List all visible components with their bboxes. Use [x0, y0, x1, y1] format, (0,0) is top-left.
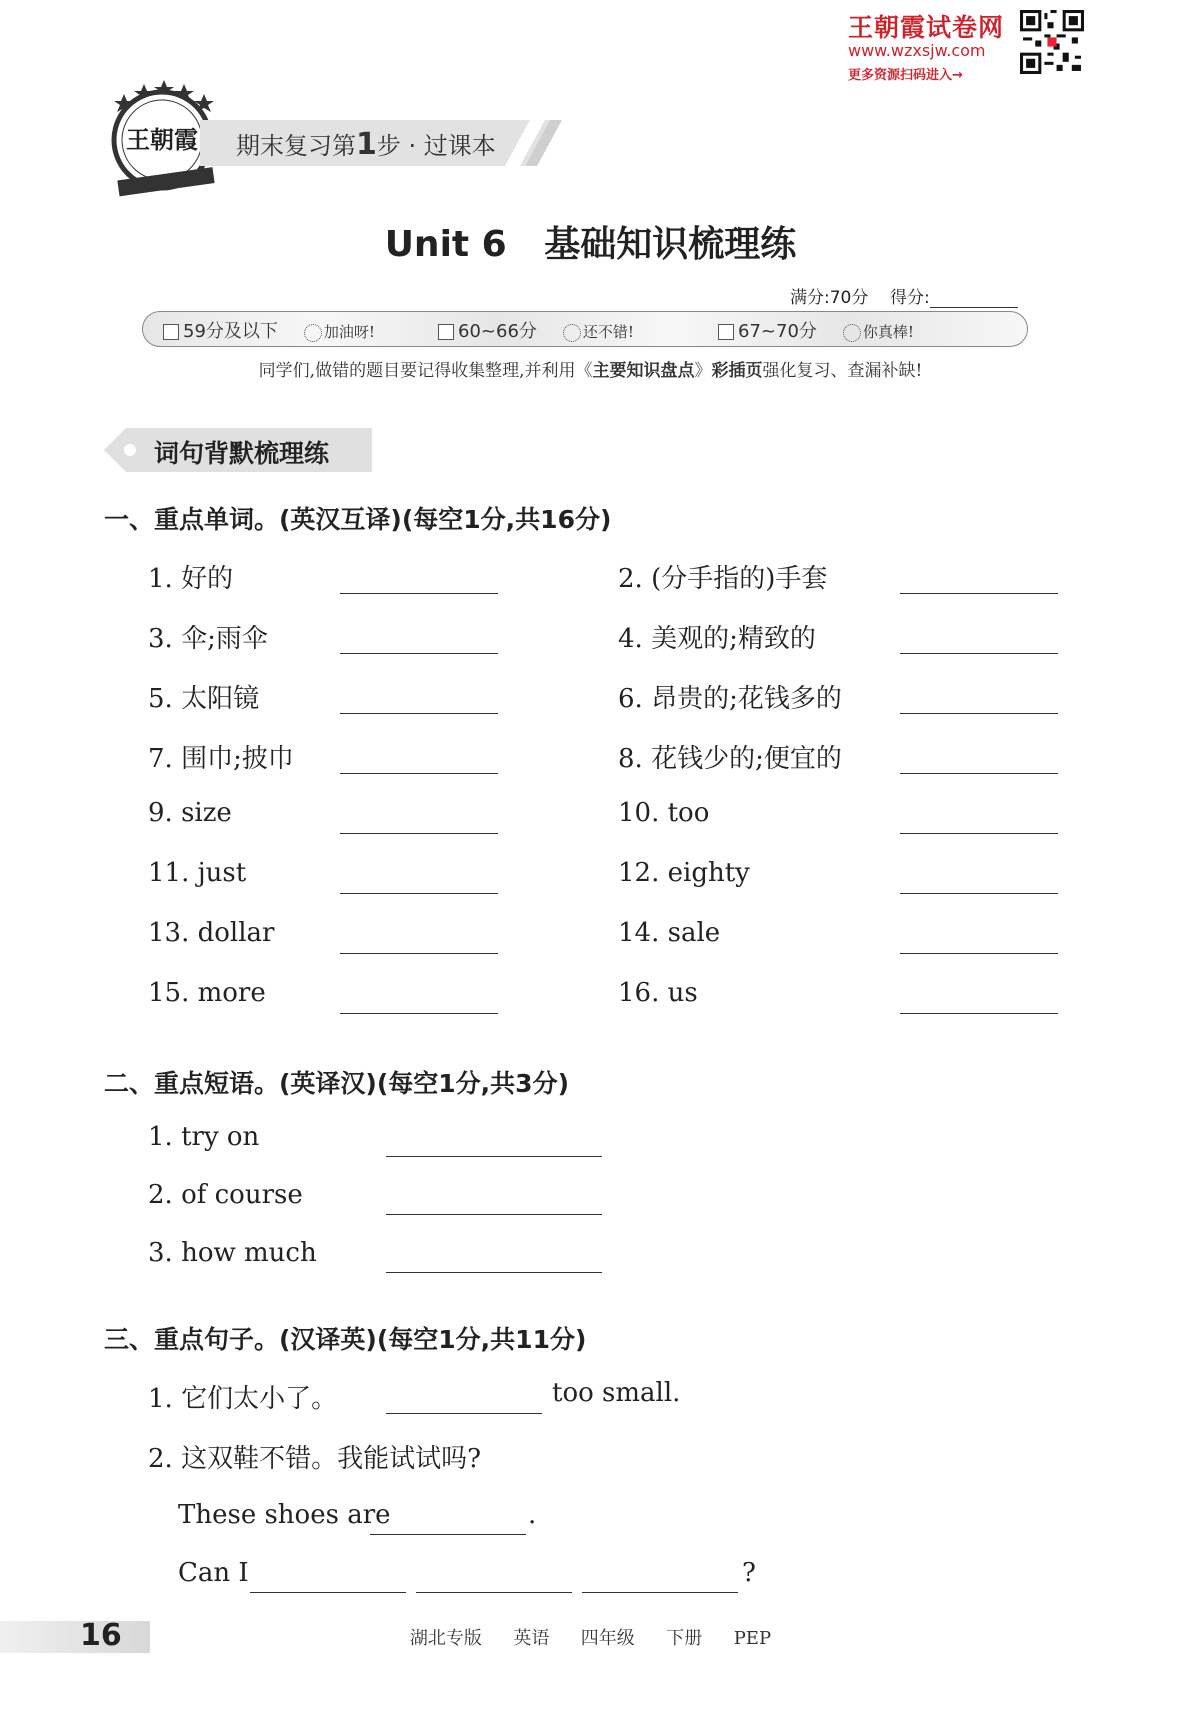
- checkbox-icon[interactable]: [438, 324, 454, 340]
- answer-blank[interactable]: [416, 1591, 572, 1593]
- rating-option[interactable]: [163, 317, 375, 343]
- answer-blank[interactable]: [386, 1271, 602, 1273]
- smiley-icon: [843, 324, 861, 342]
- answer-blank[interactable]: [340, 1012, 498, 1014]
- answer-blank[interactable]: [900, 952, 1058, 954]
- phrase-item: 3. how much: [148, 1238, 317, 1268]
- brand-scan-text: 更多资源扫码进入→: [848, 68, 963, 83]
- answer-blank[interactable]: [340, 952, 498, 954]
- answer-blank[interactable]: [900, 772, 1058, 774]
- answer-blank[interactable]: [900, 1012, 1058, 1014]
- score-blank[interactable]: [930, 293, 1018, 308]
- word-item: 6. 昂贵的;花钱多的: [618, 684, 842, 714]
- footer-text: 湖北专版 英语 四年级 下册 PEP: [409, 1628, 772, 1649]
- rating-option[interactable]: [718, 317, 914, 343]
- word-item: 9. size: [148, 798, 232, 828]
- step-banner: [200, 120, 570, 166]
- rating-range: 67~70分: [738, 321, 817, 342]
- answer-blank[interactable]: [900, 712, 1058, 714]
- rating-message: 加油呀!: [323, 323, 375, 341]
- answer-blank[interactable]: [340, 772, 498, 774]
- tip-post: 强化复习、查漏补缺!: [762, 361, 923, 381]
- word-item: 15. more: [148, 978, 266, 1008]
- phrase-item: 2. of course: [148, 1180, 303, 1210]
- answer-blank[interactable]: [900, 592, 1058, 594]
- phrase-item: 1. try on: [148, 1122, 260, 1152]
- page-number: 16: [80, 1618, 122, 1653]
- answer-blank[interactable]: [582, 1591, 738, 1593]
- tip-mid: 》: [694, 361, 712, 381]
- brand-name: 王朝霞试卷网: [848, 13, 1005, 42]
- score-label: 得分:: [889, 288, 930, 308]
- word-item: 10. too: [618, 798, 710, 828]
- sentence-tail: too small.: [552, 1378, 681, 1408]
- rating-range: 60~66分: [458, 321, 537, 342]
- smiley-icon: [563, 324, 581, 342]
- word-item: 16. us: [618, 978, 698, 1008]
- rating-bar: [142, 311, 1028, 347]
- smiley-icon: [304, 324, 322, 342]
- answer-blank[interactable]: [900, 832, 1058, 834]
- section-tag-label: 词句背默梳理练: [154, 439, 330, 468]
- word-item: 1. 好的: [148, 564, 234, 594]
- section-tag: [104, 428, 372, 472]
- sentence-en: Can I: [178, 1558, 249, 1588]
- word-item: 13. dollar: [148, 918, 275, 948]
- answer-blank[interactable]: [370, 1533, 526, 1535]
- word-item: 3. 伞;雨伞: [148, 624, 268, 654]
- word-item: 12. eighty: [618, 858, 750, 888]
- answer-blank[interactable]: [340, 892, 498, 894]
- answer-blank[interactable]: [340, 592, 498, 594]
- qr-code-icon[interactable]: [1020, 10, 1084, 74]
- sentence-cn: 1. 它们太小了。: [148, 1384, 338, 1414]
- word-item: 11. just: [148, 858, 247, 888]
- sentence-punct: .: [528, 1500, 537, 1530]
- sentence-punct: ?: [742, 1558, 756, 1588]
- rating-option[interactable]: [438, 317, 634, 343]
- part1-heading: 一、重点单词。(英汉互译)(每空1分,共16分): [104, 505, 612, 534]
- tip-pre: 同学们,做错的题目要记得收集整理,并利用《: [258, 361, 593, 381]
- step-suffix: 步 · 过课本: [376, 132, 496, 160]
- answer-blank[interactable]: [386, 1412, 542, 1414]
- answer-blank[interactable]: [900, 892, 1058, 894]
- full-score: 满分:70分: [790, 288, 869, 308]
- rating-range: 59分及以下: [183, 321, 278, 342]
- word-item: 14. sale: [618, 918, 721, 948]
- brand-url[interactable]: www.wzxsjw.com: [848, 41, 986, 60]
- checkbox-icon[interactable]: [718, 324, 734, 340]
- svg-text:王朝霞: 王朝霞: [126, 125, 198, 154]
- answer-blank[interactable]: [900, 652, 1058, 654]
- step-banner-text: [236, 126, 496, 162]
- checkbox-icon[interactable]: [163, 324, 179, 340]
- sentence-en: These shoes are: [178, 1500, 391, 1530]
- part3-heading: 三、重点句子。(汉译英)(每空1分,共11分): [104, 1325, 587, 1354]
- brand-block: [848, 8, 1088, 84]
- word-item: 8. 花钱少的;便宜的: [618, 744, 842, 774]
- tip-text: [0, 356, 1181, 381]
- tip-bold2: 彩插页: [711, 361, 763, 381]
- word-item: 7. 围巾;披巾: [148, 744, 294, 774]
- answer-blank[interactable]: [340, 712, 498, 714]
- page-title: Unit 6 基础知识梳理练: [384, 224, 797, 265]
- word-item: 5. 太阳镜: [148, 684, 260, 714]
- answer-blank[interactable]: [340, 832, 498, 834]
- step-number: 1: [356, 127, 377, 162]
- score-line: [790, 283, 1018, 308]
- answer-blank[interactable]: [340, 652, 498, 654]
- rating-message: 你真棒!: [862, 323, 914, 341]
- word-item: 4. 美观的;精致的: [618, 624, 816, 654]
- answer-blank[interactable]: [386, 1155, 602, 1157]
- tip-bold: 主要知识盘点: [592, 361, 695, 381]
- answer-blank[interactable]: [250, 1591, 406, 1593]
- answer-blank[interactable]: [386, 1213, 602, 1215]
- rating-message: 还不错!: [582, 323, 634, 341]
- word-item: 2. (分手指的)手套: [618, 564, 828, 594]
- sentence-cn: 2. 这双鞋不错。我能试试吗?: [148, 1444, 482, 1474]
- step-prefix: 期末复习第: [236, 132, 356, 160]
- part2-heading: 二、重点短语。(英译汉)(每空1分,共3分): [104, 1069, 569, 1098]
